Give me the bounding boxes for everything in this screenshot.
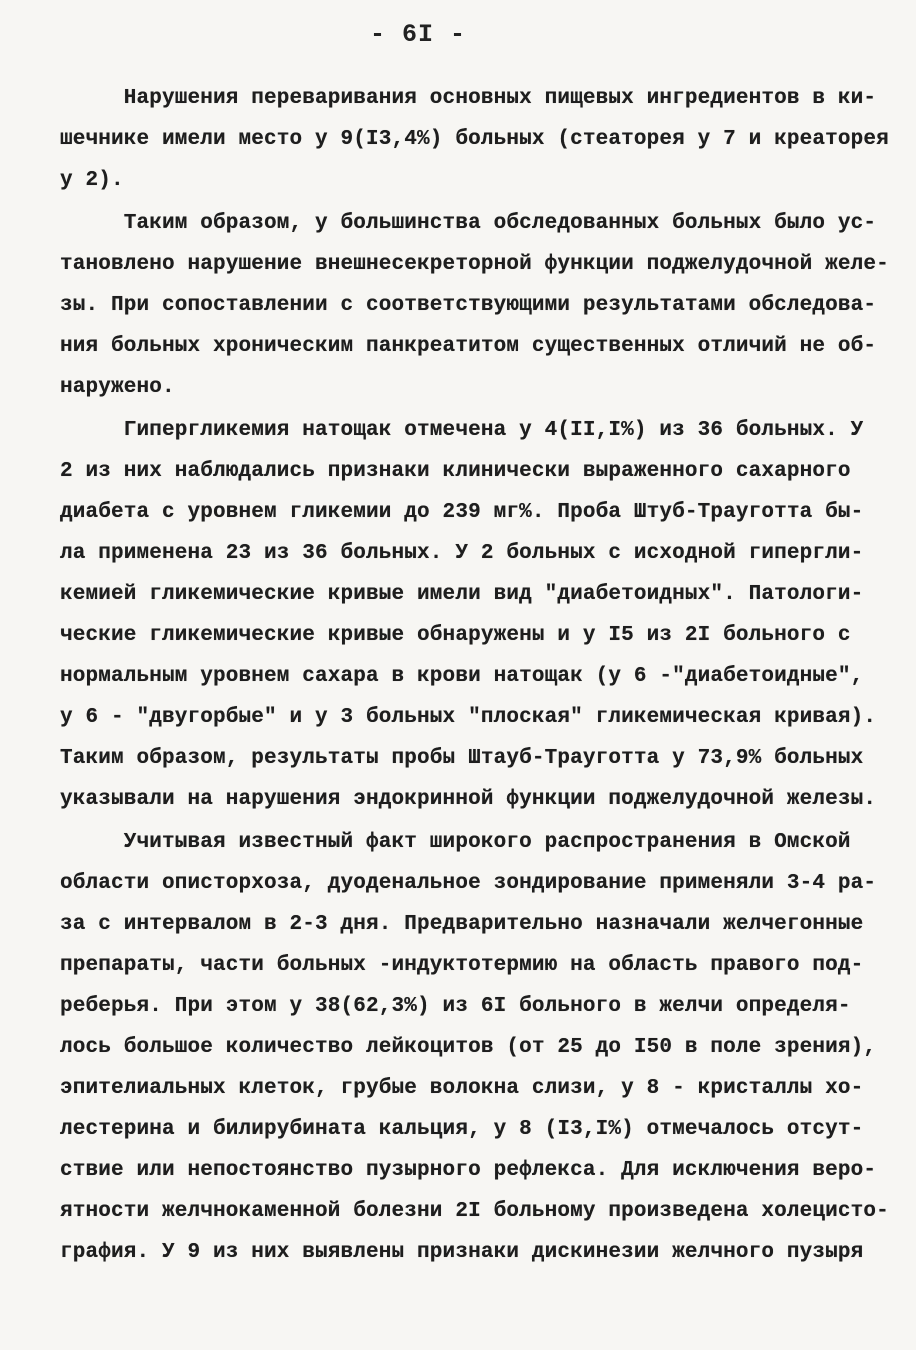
text-line: лось большое количество лейкоцитов (от 25 до I50 в поле зрения), <box>60 1036 877 1059</box>
text-line: графия. У 9 из них выявлены признаки дискинезии желчного пузыря <box>60 1241 864 1264</box>
text-line: препараты, части больных -индуктотермию на область правого под- <box>60 954 864 977</box>
text-line: Таким образом, результаты пробы Штауб-Трауготта у 73,9% больных <box>60 747 864 770</box>
text-line: ятности желчнокаменной болезни 2I больному произведена холецисто- <box>60 1200 889 1223</box>
text-line: тановлено нарушение внешнесекреторной функции поджелудочной желе- <box>60 253 889 276</box>
text-line: у 6 - "двугорбые" и у 3 больных "плоская" гликемическая кривая). <box>60 706 877 729</box>
text-line: ствие или непостоянство пузырного рефлекса. Для исключения веро- <box>60 1159 877 1182</box>
text-line: зы. При сопоставлении с соответствующими результатами обследова- <box>60 294 877 317</box>
text-line: лестерина и билирубината кальция, у 8 (I3,I%) отмечалось отсут- <box>60 1118 864 1141</box>
text-line: у 2). <box>60 169 124 192</box>
text-line: Таким образом, у большинства обследованных больных было ус- <box>60 212 877 235</box>
text-line: шечнике имели место у 9(I3,4%) больных (стеаторея у 7 и креаторея <box>60 128 889 151</box>
text-line: ния больных хроническим панкреатитом существенных отличий не об- <box>60 335 877 358</box>
text-line: ла применена 23 из 36 больных. У 2 больных с исходной гипергли- <box>60 542 864 565</box>
text-line: наружено. <box>60 376 175 399</box>
page-number: - 6I - <box>369 20 466 49</box>
text-line: диабета с уровнем гликемии до 239 мг%. Проба Штуб-Трауготта бы- <box>60 501 864 524</box>
text-line: 2 из них наблюдались признаки клинически выраженного сахарного <box>60 460 851 483</box>
text-line: эпителиальных клеток, грубые волокна слизи, у 8 - кристаллы хо- <box>60 1077 864 1100</box>
text-line: области описторхоза, дуоденальное зондирование применяли 3-4 ра- <box>60 872 877 895</box>
text-line: за с интервалом в 2-3 дня. Предварительно назначали желчегонные <box>60 913 864 936</box>
text-line: Гипергликемия натощак отмечена у 4(II,I%) из 36 больных. У <box>60 419 864 442</box>
text-line: кемией гликемические кривые имели вид "диабетоидных". Патологи- <box>60 583 864 606</box>
text-line: Учитывая известный факт широкого распространения в Омской <box>60 831 851 854</box>
text-line: ческие гликемические кривые обнаружены и у I5 из 2I больного с <box>60 624 851 647</box>
text-line: Нарушения переваривания основных пищевых ингредиентов в ки- <box>60 87 877 110</box>
text-line: указывали на нарушения эндокринной функции поджелудочной железы. <box>60 788 877 811</box>
text-line: реберья. При этом у 38(62,3%) из 6I больного в желчи определя- <box>60 995 851 1018</box>
text-line: нормальным уровнем сахара в крови натощак (у 6 -"диабетоидные", <box>60 665 864 688</box>
body-text <box>60 78 889 1273</box>
